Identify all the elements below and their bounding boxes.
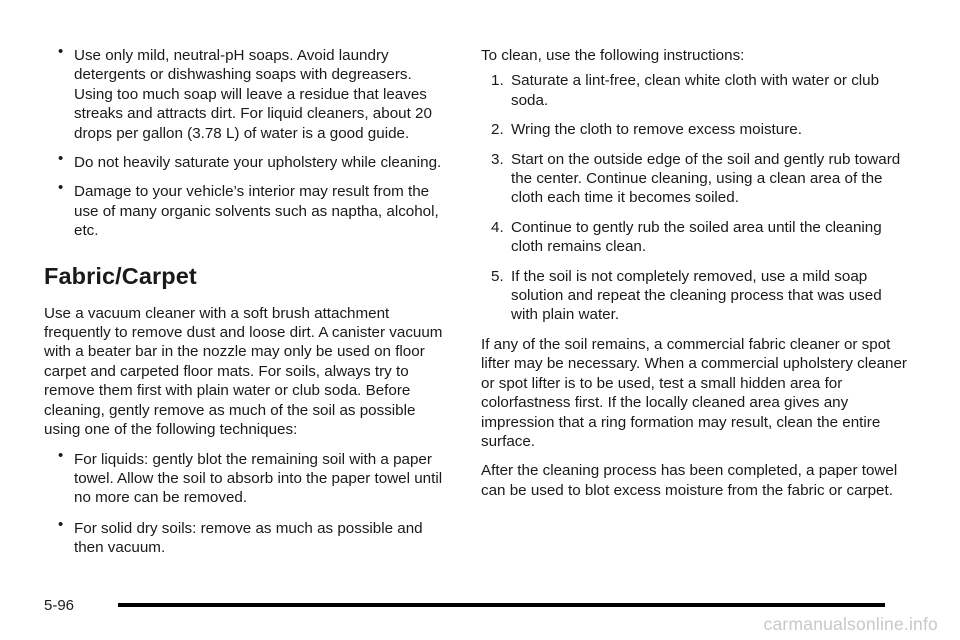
technique-bullet-list (44, 450, 454, 558)
right-column (481, 46, 911, 510)
footer-divider (118, 603, 885, 607)
instructions-intro: To clean, use the following instructions: (481, 47, 745, 64)
bullet-item: • Do not heavily saturate your upholstery while cleaning. (44, 153, 454, 172)
step-item (481, 267, 911, 325)
step-item (481, 120, 911, 139)
step-text: If the soil is not completely removed, use a mild soap solution and repeat the cleaning process that was used with plain water. (511, 267, 882, 324)
step-number: 1. (491, 72, 504, 90)
blot-moisture-paragraph: After the cleaning process has been completed, a paper towel can be used to blot excess moisture from the fabric or carpet. (481, 462, 898, 499)
bullet-item: • Use only mild, neutral-pH soaps. Avoid laundry detergents or dishwashing soaps with degreasers. Using too much soap will leave a residue that leaves streaks and attracts dirt. For liquid cleaners, about 20 drops per gallon (3.78 L) of water is a good guide. (44, 46, 454, 143)
step-item (481, 150, 911, 208)
step-text: Start on the outside edge of the soil and gently rub toward the center. Continue cleaning, using a clean area of the cloth each time it becomes soiled. (511, 150, 901, 207)
commercial-cleaner-paragraph: If any of the soil remains, a commercial fabric cleaner or spot lifter may be necessary. When a commercial upholstery cleaner or spot lifter is to be used, test a small hidden area for colorfastness first. If the locally cleaned area gives any impression that a ring formation may result, clean the entire surface. (481, 335, 907, 450)
step-number: 2. (491, 121, 504, 139)
bullet-item: • Damage to your vehicle’s interior may result from the use of many organic solvents such as naptha, alcohol, etc. (44, 182, 454, 240)
step-text: Wring the cloth to remove excess moisture. (511, 121, 802, 139)
step-number: 5. (491, 267, 504, 285)
watermark: carmanualsonline.info (763, 614, 938, 634)
step-item (481, 71, 911, 110)
section-heading: Fabric/Carpet (44, 262, 197, 289)
page-number: 5-96 (44, 597, 75, 614)
step-text: Continue to gently rub the soiled area until the cleaning cloth remains clean. (511, 218, 882, 256)
left-column (44, 46, 454, 569)
step-item (481, 218, 911, 257)
top-bullet-list (44, 46, 454, 241)
step-text: Saturate a lint-free, clean white cloth with water or club soda. (511, 72, 880, 109)
section-paragraph: Use a vacuum cleaner with a soft brush attachment frequently to remove dust and loose dirt. A canister vacuum with a beater bar in the nozzle may only be used on floor carpet and carpeted floor mats. For soils, always try to remove them first with plain water or club soda. Before cleaning, gently remove as much of the soil as possible using one of the following techniques: (44, 304, 443, 439)
bullet-item: • For solid dry soils: remove as much as possible and then vacuum. (44, 519, 454, 558)
step-number: 3. (491, 150, 504, 168)
bullet-item: • For liquids: gently blot the remaining soil with a paper towel. Allow the soil to absorb into the paper towel until no more can be removed. (44, 450, 454, 508)
cleaning-steps-list (481, 71, 911, 324)
step-number: 4. (491, 218, 504, 236)
